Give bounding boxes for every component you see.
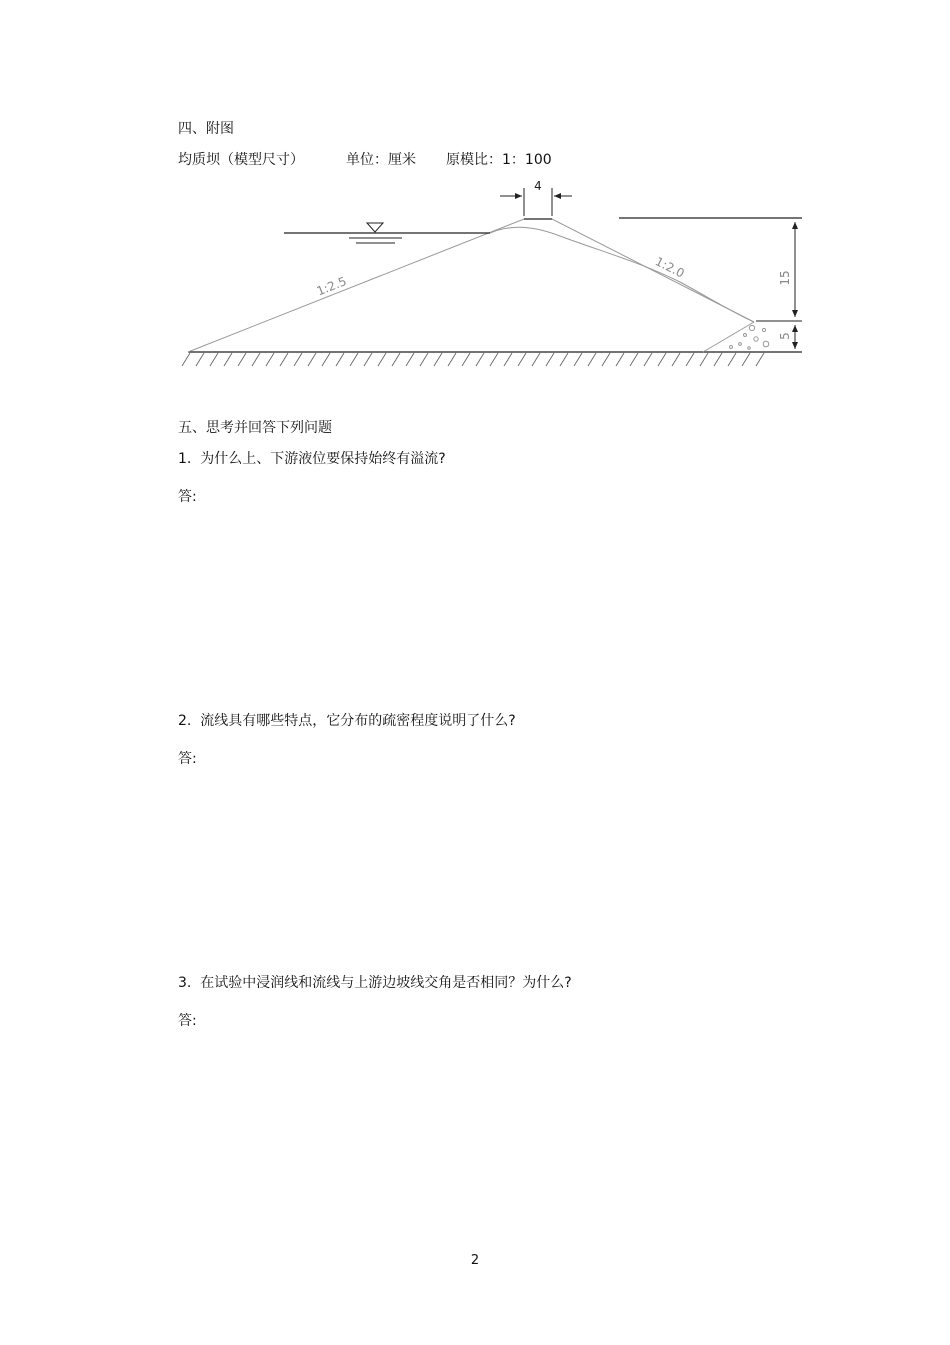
dam-cross-section-diagram (0, 0, 950, 400)
question-2-text: 流线具有哪些特点，它分布的疏密程度说明了什么? (200, 713, 516, 729)
dam-outline (188, 219, 754, 352)
crest-width-label: 4 (534, 179, 542, 193)
answer-1-label: 答: (178, 489, 197, 505)
upstream-slope-label: 1:2.5 (314, 274, 349, 299)
caption-scale: 原模比：1：100 (446, 152, 552, 168)
question-1-number: 1. (178, 451, 192, 467)
section5-title: 五、思考并回答下列问题 (178, 420, 332, 436)
caption-unit: 单位：厘米 (346, 152, 416, 168)
question-3 (178, 976, 572, 990)
answer-2-label: 答: (178, 751, 197, 767)
section4-title: 四、附图 (178, 121, 234, 137)
question-3-number: 3. (178, 975, 192, 991)
ground-hatching (182, 353, 764, 366)
caption-dam-type: 均质坝（模型尺寸） (178, 152, 304, 168)
toe-drain (703, 322, 769, 352)
downstream-slope-label: 1:2.0 (652, 254, 687, 281)
question-2-number: 2. (178, 713, 192, 729)
question-3-text: 在试验中浸润线和流线与上游边坡线交角是否相同？为什么? (200, 975, 572, 991)
question-1 (178, 452, 446, 466)
height-label-upper: 15 (778, 270, 792, 286)
phreatic-line (490, 227, 754, 322)
question-1-text: 为什么上、下游液位要保持始终有溢流? (200, 451, 446, 467)
page-number: 2 (470, 1253, 480, 1268)
question-2 (178, 714, 516, 728)
answer-3-label: 答: (178, 1013, 197, 1029)
height-label-lower: 5 (778, 332, 792, 340)
